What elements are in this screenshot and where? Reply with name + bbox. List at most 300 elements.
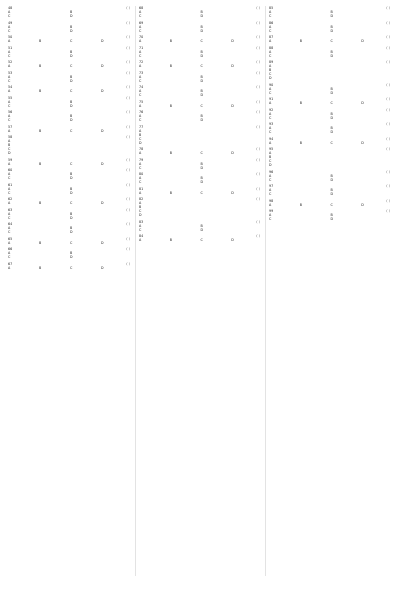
options-row — [139, 114, 262, 122]
question-number: 48 — [8, 6, 13, 10]
answer-option — [39, 128, 73, 133]
option-letter: D — [70, 103, 73, 108]
answer-option — [70, 266, 101, 270]
option-letter: D — [8, 151, 11, 155]
option-letter: C — [70, 265, 73, 270]
option-letter: D — [101, 161, 104, 166]
answer-option — [8, 265, 42, 270]
answer-blank: （ ） — [384, 122, 392, 126]
option-letter: C — [8, 78, 11, 83]
question-number: 85 — [269, 6, 274, 10]
option-letter: C — [269, 28, 272, 33]
answer-option — [139, 29, 201, 33]
answer-option — [70, 79, 132, 83]
answer-option — [201, 64, 232, 68]
answer-option — [8, 54, 70, 58]
answer-option — [70, 230, 132, 234]
option-letter: C — [139, 118, 142, 122]
question-number: 91 — [269, 97, 274, 101]
answer-blank: （ ） — [384, 45, 392, 50]
answer-option — [331, 116, 393, 120]
option-letter: A — [139, 114, 142, 118]
question-item — [8, 21, 132, 33]
option-letter: D — [70, 53, 73, 58]
question-number: 86 — [269, 20, 274, 25]
option-letter: A — [269, 202, 272, 207]
question-item — [8, 60, 132, 68]
question-item — [269, 46, 392, 58]
answer-option — [331, 14, 393, 18]
answer-option — [201, 228, 263, 232]
option-letter: A — [8, 49, 11, 54]
answer-blank: （ ） — [124, 261, 132, 266]
answer-option — [269, 29, 331, 33]
answer-blank: （ ） — [254, 60, 262, 64]
option-letter: B — [169, 103, 173, 108]
option-letter: B — [330, 49, 333, 54]
option-letter: C — [139, 180, 142, 184]
option-letter: B — [70, 211, 73, 216]
options-row — [8, 50, 132, 58]
option-letter: A — [139, 74, 142, 79]
answer-blank: （ ） — [124, 124, 132, 129]
answer-option — [269, 140, 303, 145]
question-item — [139, 6, 262, 18]
answer-option — [139, 151, 173, 155]
answer-option — [331, 217, 393, 221]
option-letter: A — [269, 101, 272, 105]
option-letter: C — [269, 14, 272, 18]
option-letter: A — [8, 39, 11, 43]
column-left — [5, 6, 135, 576]
question-number: 74 — [139, 85, 144, 89]
option-letter: B — [70, 251, 73, 255]
answer-option — [269, 14, 331, 18]
option-letter: B — [200, 74, 203, 79]
answer-option — [101, 241, 132, 245]
question-number: 73 — [139, 70, 144, 75]
option-letter: B — [269, 155, 272, 159]
option-letter: D — [269, 76, 272, 80]
answer-option — [139, 118, 201, 122]
option-letter: D — [361, 39, 364, 43]
options-row — [8, 212, 132, 220]
answer-option — [70, 255, 132, 259]
answer-blank: （ ） — [124, 222, 132, 226]
option-letter: A — [269, 86, 272, 91]
question-item — [139, 234, 262, 242]
question-item — [8, 125, 132, 133]
option-letter: C — [200, 64, 203, 68]
option-letter: C — [8, 190, 11, 195]
answer-blank: （ ） — [254, 110, 262, 114]
option-letter: B — [39, 128, 42, 133]
option-letter: B — [70, 114, 73, 118]
option-letter: D — [231, 151, 234, 155]
option-letter: C — [70, 64, 73, 68]
option-letter: A — [269, 173, 272, 178]
answer-option — [300, 141, 331, 145]
answer-option — [331, 141, 362, 145]
option-letter: D — [139, 140, 142, 145]
option-letter: B — [8, 143, 11, 147]
question-item — [8, 237, 132, 245]
option-letter: A — [8, 161, 11, 166]
options-row — [8, 129, 132, 133]
question-item — [139, 100, 262, 108]
question-item — [8, 197, 132, 205]
options-row — [8, 187, 132, 195]
answer-option — [39, 265, 73, 270]
option-letter: B — [330, 173, 333, 178]
question-item — [269, 209, 392, 221]
option-letter: C — [8, 118, 11, 122]
option-letter: B — [299, 202, 303, 207]
option-letter: B — [299, 140, 303, 145]
options-row — [269, 203, 392, 207]
option-letter: D — [70, 118, 73, 122]
question-item — [8, 158, 132, 166]
option-letter: C — [269, 53, 272, 58]
option-letter: C — [139, 136, 142, 141]
answer-option — [70, 104, 132, 108]
option-letter: D — [70, 176, 73, 180]
option-letter: D — [330, 90, 334, 95]
question-item — [139, 35, 262, 43]
option-letter: A — [139, 10, 142, 14]
option-letter: C — [269, 159, 272, 163]
question-item — [8, 135, 132, 155]
answer-blank: （ ） — [384, 107, 392, 112]
option-letter: B — [70, 226, 73, 230]
answer-option — [8, 161, 42, 166]
options-row — [8, 25, 132, 33]
answer-blank: （ ） — [254, 219, 262, 224]
answer-blank: （ ） — [124, 236, 132, 241]
options-row — [269, 213, 392, 221]
question-number: 55 — [8, 95, 13, 100]
options-row — [8, 201, 132, 205]
options-row — [139, 129, 262, 145]
option-letter: B — [200, 161, 203, 166]
answer-option — [139, 180, 201, 184]
question-number: 70 — [139, 35, 144, 39]
answer-option — [139, 64, 173, 68]
answer-option — [300, 39, 331, 43]
option-letter: C — [200, 238, 203, 242]
option-letter: B — [330, 213, 333, 217]
question-number: 98 — [269, 198, 274, 203]
answer-option — [8, 79, 70, 83]
option-letter: A — [8, 251, 11, 255]
answer-option — [101, 64, 132, 68]
option-letter: D — [70, 28, 73, 33]
options-row — [269, 174, 392, 182]
options-row — [269, 141, 392, 145]
question-number: 53 — [8, 70, 13, 75]
option-letter: B — [330, 86, 333, 91]
option-letter: D — [101, 201, 104, 205]
option-letter: A — [139, 176, 142, 180]
option-letter: C — [200, 190, 203, 195]
answer-option — [70, 54, 132, 58]
options-row — [139, 39, 262, 43]
answer-option — [39, 64, 73, 68]
option-letter: A — [139, 49, 142, 54]
answer-blank: （ ） — [124, 60, 132, 64]
option-letter: B — [200, 49, 203, 54]
answer-option — [170, 191, 201, 195]
answer-option — [231, 191, 262, 195]
options-row — [8, 241, 132, 245]
answer-option — [269, 76, 392, 80]
answer-option — [201, 104, 232, 108]
options-row — [269, 87, 392, 95]
option-letter: A — [8, 201, 11, 205]
option-letter: D — [330, 130, 334, 134]
option-letter: A — [269, 64, 272, 68]
option-letter: D — [231, 103, 234, 108]
question-number: 92 — [269, 107, 274, 112]
option-letter: A — [269, 213, 272, 217]
option-letter: B — [330, 111, 333, 116]
answer-blank: （ ） — [124, 247, 132, 251]
question-number: 54 — [8, 85, 13, 89]
question-item — [8, 183, 132, 195]
option-letter: D — [70, 255, 73, 259]
answer-blank: （ ） — [124, 157, 132, 162]
question-number: 71 — [139, 45, 144, 50]
option-letter: D — [200, 53, 204, 58]
option-letter: D — [101, 128, 104, 133]
option-letter: B — [169, 64, 173, 68]
option-letter: C — [269, 72, 272, 76]
option-letter: D — [330, 14, 334, 18]
question-item — [8, 208, 132, 220]
answer-option — [269, 54, 331, 58]
option-letter: B — [299, 101, 303, 105]
question-item — [269, 170, 392, 182]
answer-blank: （ ） — [384, 169, 392, 174]
answer-option — [101, 201, 132, 205]
question-number: 63 — [8, 207, 13, 212]
column-right — [265, 6, 395, 576]
answer-option — [70, 241, 101, 245]
option-letter: A — [269, 188, 272, 192]
option-letter: D — [101, 39, 104, 43]
options-row — [269, 10, 392, 18]
option-letter: D — [200, 165, 204, 170]
option-letter: A — [8, 128, 11, 133]
options-row — [8, 100, 132, 108]
answer-option — [39, 240, 73, 245]
option-letter: B — [39, 201, 42, 205]
answer-option — [331, 130, 393, 134]
option-letter: C — [139, 53, 142, 58]
options-row — [8, 64, 132, 68]
option-letter: A — [139, 238, 142, 242]
option-letter: B — [139, 205, 142, 209]
options-row — [269, 39, 392, 43]
answer-option — [231, 104, 262, 108]
option-letter: B — [70, 24, 73, 29]
question-number: 95 — [269, 147, 274, 151]
answer-option — [139, 141, 262, 145]
option-letter: C — [8, 255, 11, 259]
answer-blank: （ ） — [254, 147, 262, 151]
question-number: 99 — [269, 209, 274, 213]
option-letter: D — [231, 64, 234, 68]
answer-blank: （ ） — [384, 6, 392, 10]
option-letter: D — [330, 28, 334, 33]
option-letter: A — [139, 128, 142, 133]
answer-blank: （ ） — [124, 207, 132, 212]
answer-option — [269, 116, 331, 120]
question-number: 82 — [139, 197, 144, 201]
option-letter: C — [8, 230, 11, 234]
answer-option — [201, 14, 263, 18]
option-letter: C — [8, 28, 11, 33]
option-letter: D — [361, 140, 364, 145]
answer-option — [201, 238, 232, 242]
question-item — [8, 6, 132, 18]
options-row — [139, 89, 262, 97]
answer-option — [201, 54, 263, 58]
answer-option — [8, 191, 70, 195]
options-row — [139, 10, 262, 18]
answer-option — [170, 238, 201, 242]
answer-option — [139, 14, 201, 18]
option-letter: C — [269, 130, 272, 134]
question-number: 80 — [139, 172, 144, 176]
answer-blank: （ ） — [384, 82, 392, 87]
answer-option — [331, 29, 393, 33]
question-item — [139, 21, 262, 33]
answer-blank: （ ） — [254, 197, 262, 201]
option-letter: B — [200, 89, 203, 93]
question-number: 96 — [269, 169, 274, 174]
question-item — [8, 222, 132, 234]
answer-option — [201, 79, 263, 83]
option-letter: D — [70, 215, 73, 220]
option-letter: B — [169, 151, 173, 155]
answer-blank: （ ） — [254, 85, 262, 89]
answer-option — [331, 91, 393, 95]
answer-blank: （ ） — [384, 184, 392, 188]
answer-option — [70, 216, 132, 220]
answer-blank: （ ） — [254, 124, 262, 129]
question-number: 87 — [269, 35, 274, 39]
options-row — [8, 39, 132, 43]
answer-option — [139, 79, 201, 83]
answer-option — [8, 128, 42, 133]
option-letter: A — [8, 64, 11, 68]
option-letter: B — [39, 240, 42, 245]
answer-option — [201, 29, 263, 33]
option-letter: C — [70, 39, 73, 43]
answer-blank: （ ） — [124, 197, 132, 201]
option-letter: A — [8, 10, 11, 14]
answer-option — [8, 104, 70, 108]
answer-blank: （ ） — [124, 95, 132, 100]
options-row — [269, 25, 392, 33]
options-row — [139, 162, 262, 170]
question-number: 64 — [8, 222, 13, 226]
option-letter: C — [330, 202, 333, 207]
option-letter: A — [8, 172, 11, 176]
options-row — [269, 151, 392, 167]
options-row — [139, 224, 262, 232]
answer-option — [8, 201, 42, 205]
option-letter: B — [169, 238, 173, 242]
option-letter: D — [330, 192, 334, 196]
option-letter: D — [70, 78, 73, 83]
question-item — [139, 71, 262, 83]
answer-option — [139, 54, 201, 58]
option-letter: C — [8, 53, 11, 58]
answer-option — [70, 89, 101, 93]
answer-option — [361, 39, 392, 43]
option-letter: B — [200, 10, 203, 14]
question-number: 84 — [139, 234, 144, 238]
option-letter: B — [330, 188, 333, 192]
answer-option — [8, 89, 42, 93]
answer-option — [231, 64, 262, 68]
option-letter: B — [39, 64, 42, 68]
answer-option — [70, 39, 101, 43]
question-number: 66 — [8, 247, 13, 251]
option-letter: A — [269, 10, 272, 14]
option-letter: A — [269, 111, 272, 116]
answer-option — [361, 203, 392, 207]
option-letter: A — [269, 39, 272, 43]
answer-option — [101, 162, 132, 166]
question-item — [8, 168, 132, 180]
question-item — [139, 158, 262, 170]
option-letter: D — [200, 28, 204, 33]
answer-option — [170, 64, 201, 68]
option-letter: D — [70, 230, 73, 234]
option-letter: A — [8, 226, 11, 230]
options-row — [8, 89, 132, 93]
question-item — [8, 110, 132, 122]
option-letter: B — [139, 132, 142, 137]
answer-blank: （ ） — [254, 157, 262, 162]
options-row — [139, 104, 262, 108]
options-row — [139, 191, 262, 195]
answer-option — [70, 14, 132, 18]
question-number: 75 — [139, 99, 144, 104]
question-columns — [5, 6, 395, 576]
option-letter: A — [139, 103, 142, 108]
option-letter: C — [200, 151, 203, 155]
option-letter: C — [139, 227, 142, 232]
answer-blank: （ ） — [384, 20, 392, 25]
answer-option — [201, 191, 232, 195]
answer-option — [8, 216, 70, 220]
question-item — [139, 46, 262, 58]
option-letter: A — [8, 114, 11, 118]
answer-option — [8, 39, 42, 43]
answer-option — [170, 104, 201, 108]
question-number: 89 — [269, 60, 274, 64]
options-row — [269, 112, 392, 120]
question-item — [139, 187, 262, 195]
question-number: 79 — [139, 157, 144, 162]
answer-option — [361, 141, 392, 145]
option-letter: C — [200, 39, 203, 43]
option-letter: D — [200, 118, 204, 122]
